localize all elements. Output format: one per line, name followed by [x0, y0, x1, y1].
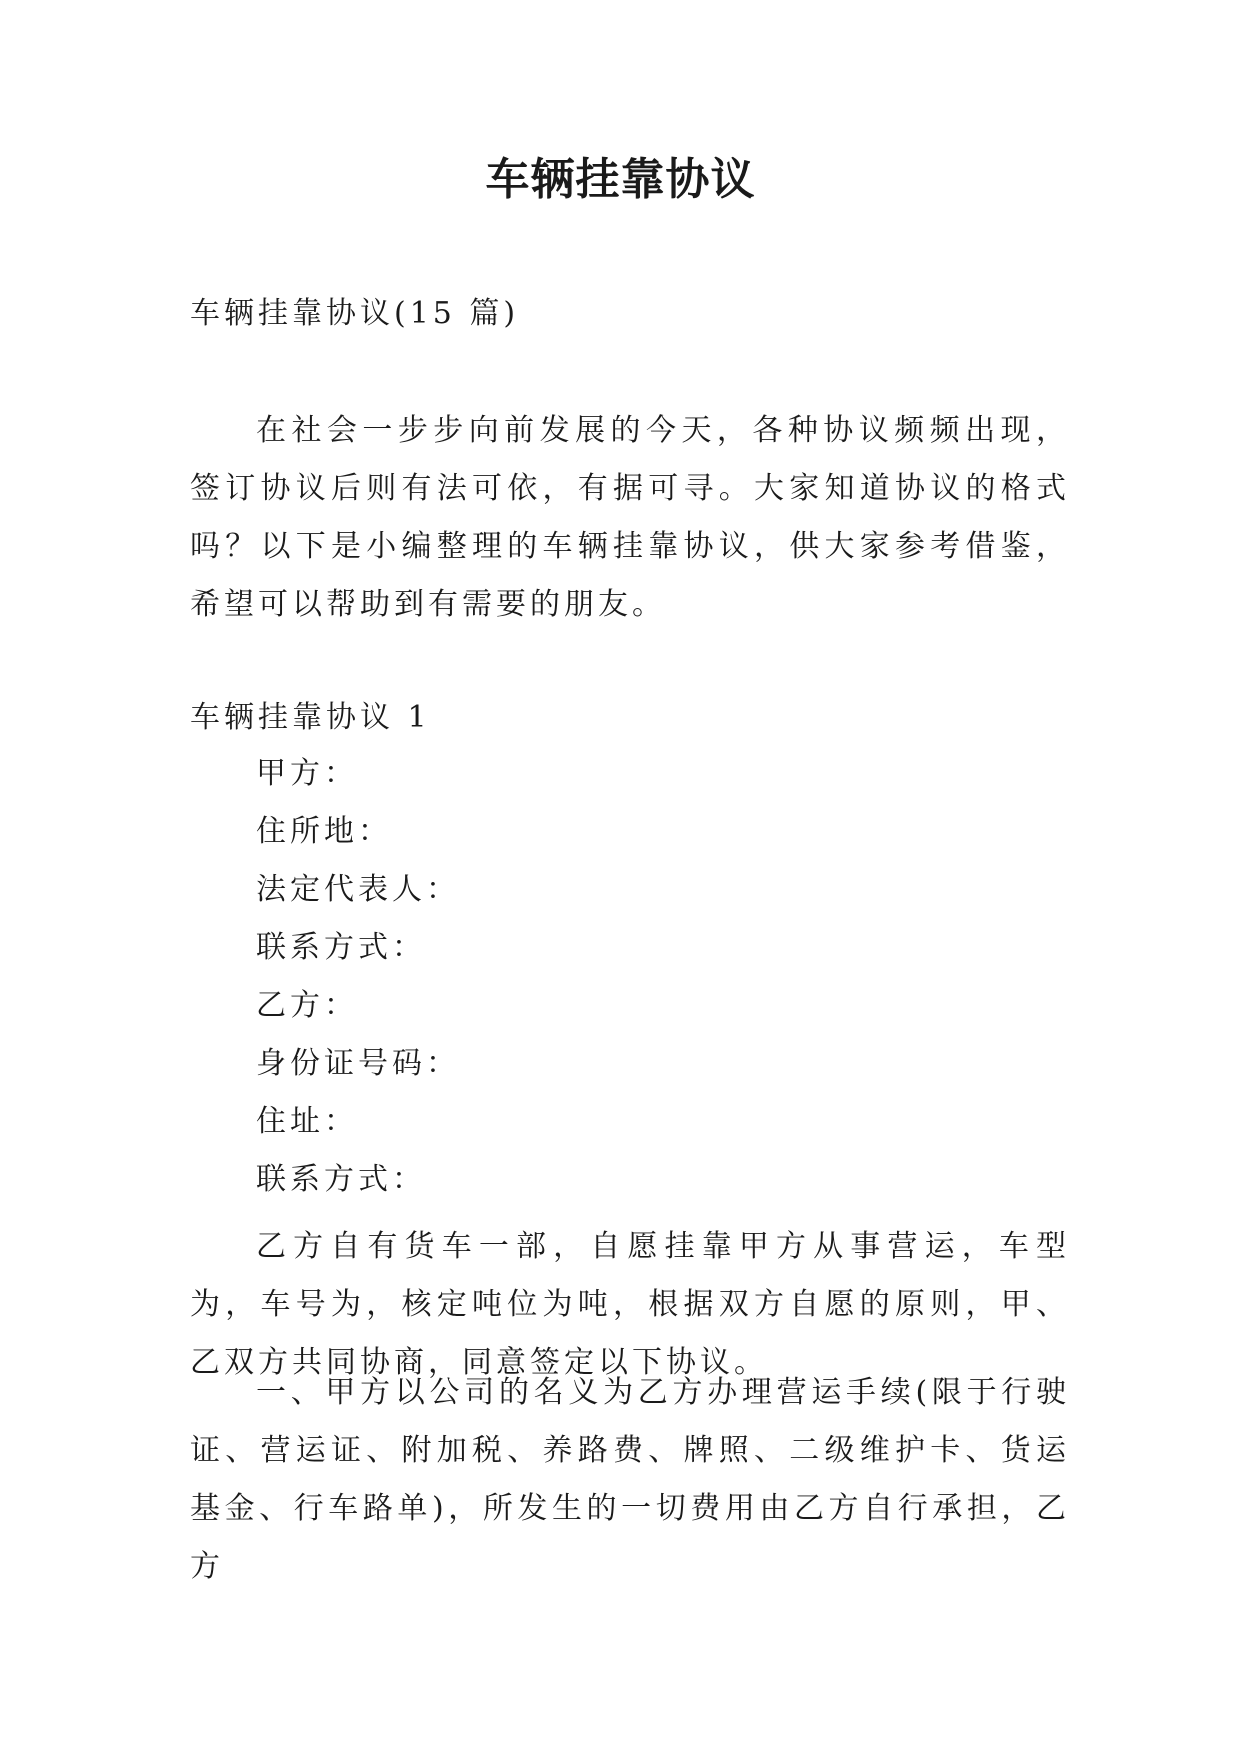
field-legal-representative: 法定代表人： — [256, 872, 460, 907]
field-id-number: 身份证号码： — [256, 1046, 460, 1081]
intro-paragraph: 在社会一步步向前发展的今天，各种协议频频出现，签订协议后则有法可依，有据可寻。大家知道协议的格式吗？以下是小编整理的车辆挂靠协议，供大家参考借鉴，希望可以帮助到有需要的朋友。 — [190, 413, 1070, 622]
field-party-a: 甲方： — [256, 756, 358, 791]
field-contact-b: 联系方式： — [256, 1162, 426, 1197]
section-title: 车辆挂靠协议 1 — [190, 700, 431, 735]
field-party-b: 乙方： — [256, 988, 358, 1023]
field-contact-a: 联系方式： — [256, 930, 426, 965]
party-fields-list — [256, 750, 460, 1214]
field-residence: 住址： — [256, 1104, 358, 1139]
document-title: 车辆挂靠协议 — [485, 154, 756, 205]
document-subtitle: 车辆挂靠协议(15 篇) — [190, 296, 520, 331]
clause-one-paragraph: 一、甲方以公司的名义为乙方办理营运手续(限于行驶证、营运证、附加税、养路费、牌照、二级维护卡、货运基金、行车路单)，所发生的一切费用由乙方自行承担，乙方 — [190, 1375, 1070, 1584]
agreement-paragraph: 乙方自有货车一部，自愿挂靠甲方从事营运，车型为，车号为，核定吨位为吨，根据双方自愿的原则，甲、乙双方共同协商，同意签定以下协议。 — [190, 1229, 1070, 1380]
field-address: 住所地： — [256, 814, 392, 849]
